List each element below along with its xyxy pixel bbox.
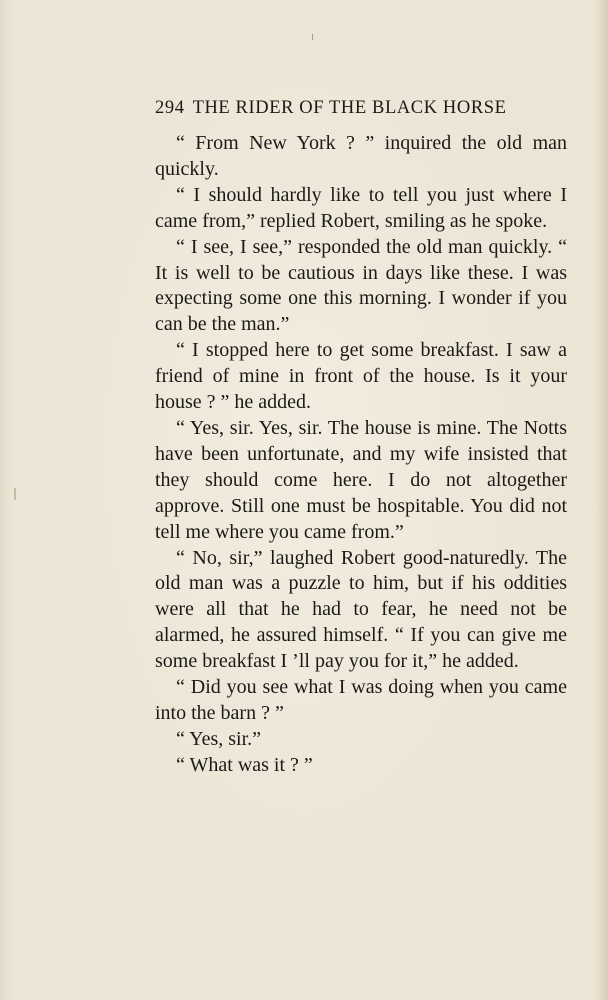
paragraph: “ I see, I see,” responded the old man quickly. “ It is well to be cautious in days like these. I was expecting some one this morning. I wonder if you can be the man.” [155, 235, 567, 336]
body-text [155, 131, 567, 779]
page-number: 294 [155, 98, 185, 118]
running-header [155, 98, 570, 119]
paragraph: “ Yes, sir.” [176, 727, 262, 750]
paragraph: “ Did you see what I was doing when you came into the barn ? ” [155, 676, 567, 724]
paragraph: “ I should hardly like to tell you just where I came from,” replied Robert, smiling as he spoke. [155, 183, 567, 232]
paper-blemish [14, 488, 16, 500]
paragraph: “ Yes, sir. Yes, sir. The house is mine. The Notts have been unfortunate, and my wife insisted that they should come here. I do not altogether approve. Still one must be hospitable. You did not tell me where you came from.” [155, 416, 567, 543]
paragraph: “ No, sir,” laughed Robert good-naturedly. The old man was a puzzle to him, but if his oddities were all that he had to fear, he need not be alarmed, he assured himself. “ If you can give me some breakfast I ’ll pay you for it,” he added. [155, 546, 567, 673]
print-mark [312, 34, 313, 40]
paragraph: “ What was it ? ” [176, 753, 313, 776]
paragraph: “ From New York ? ” inquired the old man quickly. [155, 132, 567, 180]
running-title: THE RIDER OF THE BLACK HORSE [192, 98, 507, 118]
paragraph: “ I stopped here to get some breakfast. I saw a friend of mine in front of the house. Is it your house ? ” he added. [155, 339, 567, 414]
